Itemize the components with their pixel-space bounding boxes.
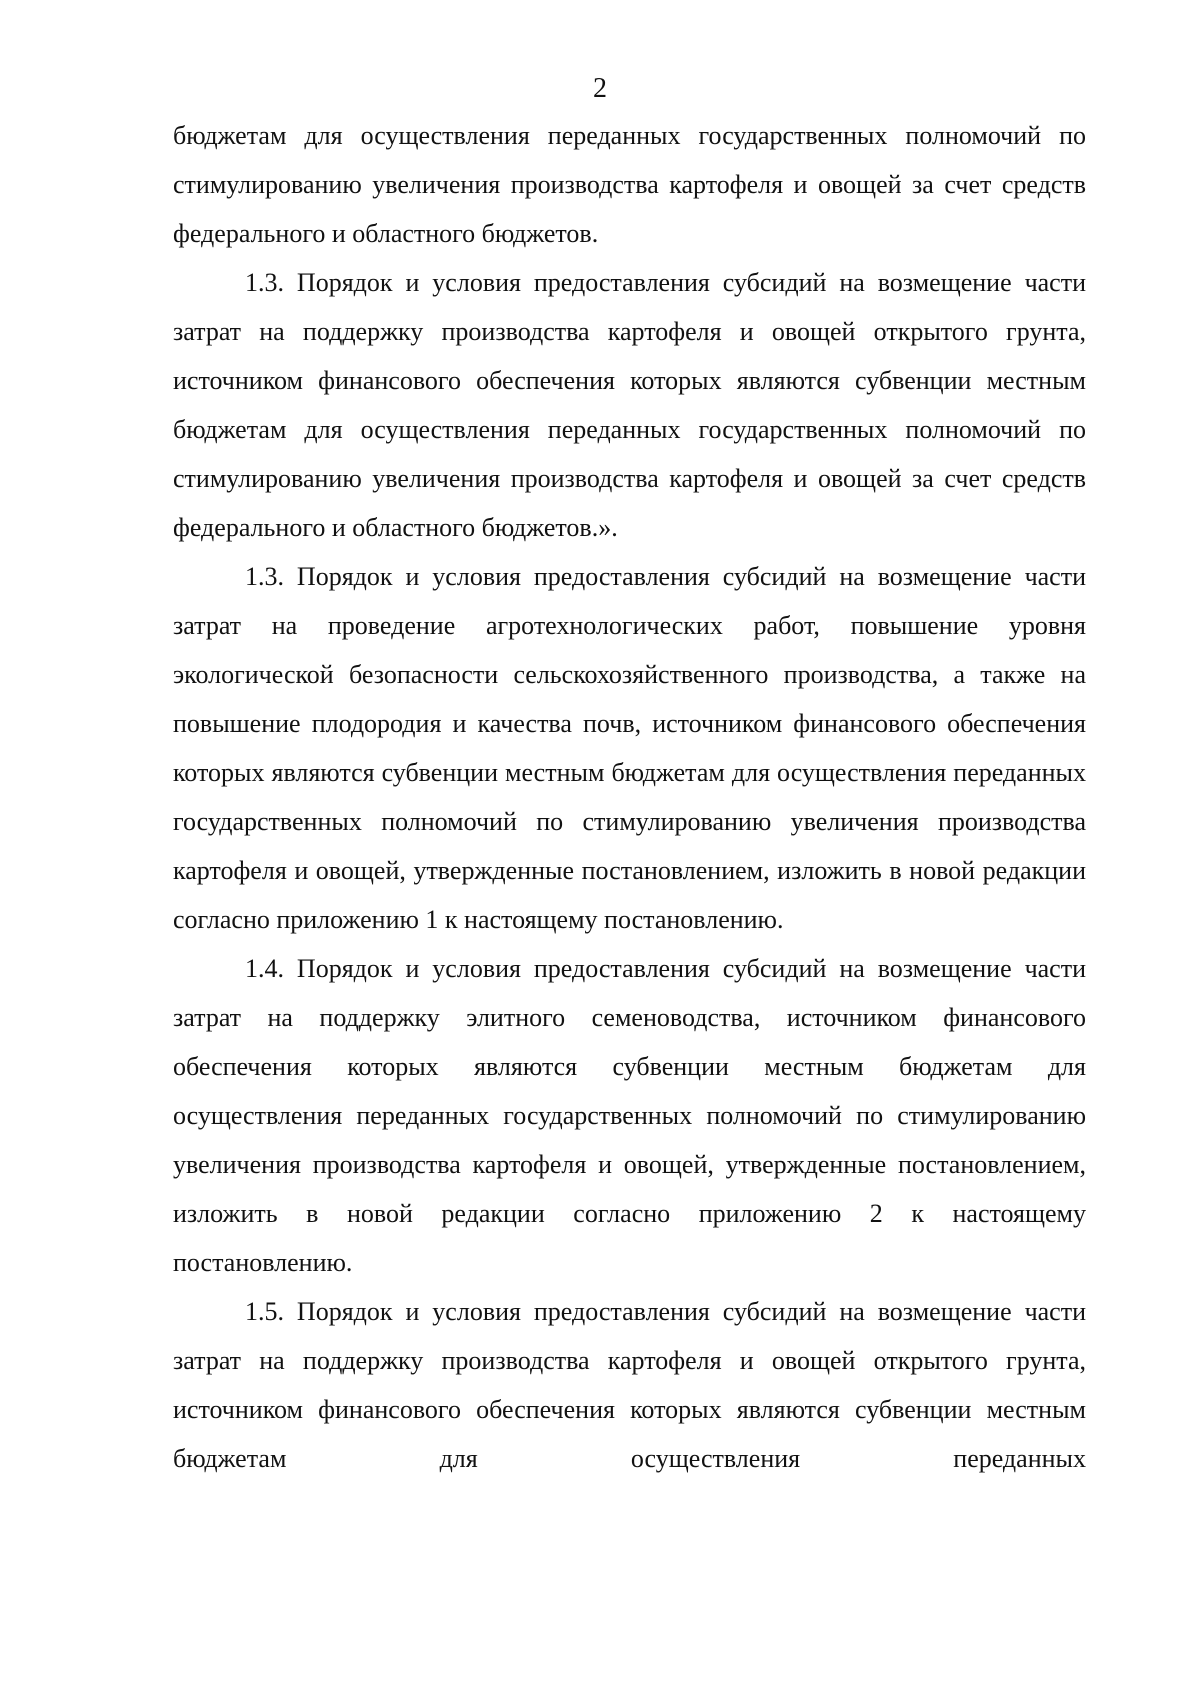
paragraph-1-3-second: 1.3. Порядок и условия предоставления субсидий на возмещение части затрат на проведение агротехнологических работ, повышение уровня экологической безопасности сельскохозяйственного производства, а также на повышение плодородия и качества почв, источником финансового обеспечения которых являются субвенции местным бюджетам для осуществления переданных государственных полномочий по стимулированию увеличения производства картофеля и овощей, утвержденные постановлением, изложить в новой редакции согласно приложению 1 к настоящему постановлению. bbox=[173, 562, 1086, 934]
page-number: 2 bbox=[593, 73, 607, 104]
paragraph-1-4: 1.4. Порядок и условия предоставления субсидий на возмещение части затрат на поддержку элитного семеноводства, источником финансового обеспечения которых являются субвенции местным бюджетам для осуществления переданных государственных полномочий по стимулированию увеличения производства картофеля и овощей, утвержденные постановлением, изложить в новой редакции согласно приложению 2 к настоящему постановлению. bbox=[173, 954, 1086, 1277]
paragraph-continuation: бюджетам для осуществления переданных государственных полномочий по стимулированию увеличения производства картофеля и овощей за счет средств федерального и областного бюджетов. bbox=[173, 121, 1086, 248]
paragraph-1-5: 1.5. Порядок и условия предоставления субсидий на возмещение части затрат на поддержку производства картофеля и овощей открытого грунта, источником финансового обеспечения которых являются субвенции местным бюджетам для осуществления переданных bbox=[173, 1297, 1086, 1473]
document-body bbox=[173, 111, 1086, 1483]
paragraph-1-3-first: 1.3. Порядок и условия предоставления субсидий на возмещение части затрат на поддержку производства картофеля и овощей открытого грунта, источником финансового обеспечения которых являются субвенции местным бюджетам для осуществления переданных государственных полномочий по стимулированию увеличения производства картофеля и овощей за счет средств федерального и областного бюджетов.». bbox=[173, 268, 1086, 542]
